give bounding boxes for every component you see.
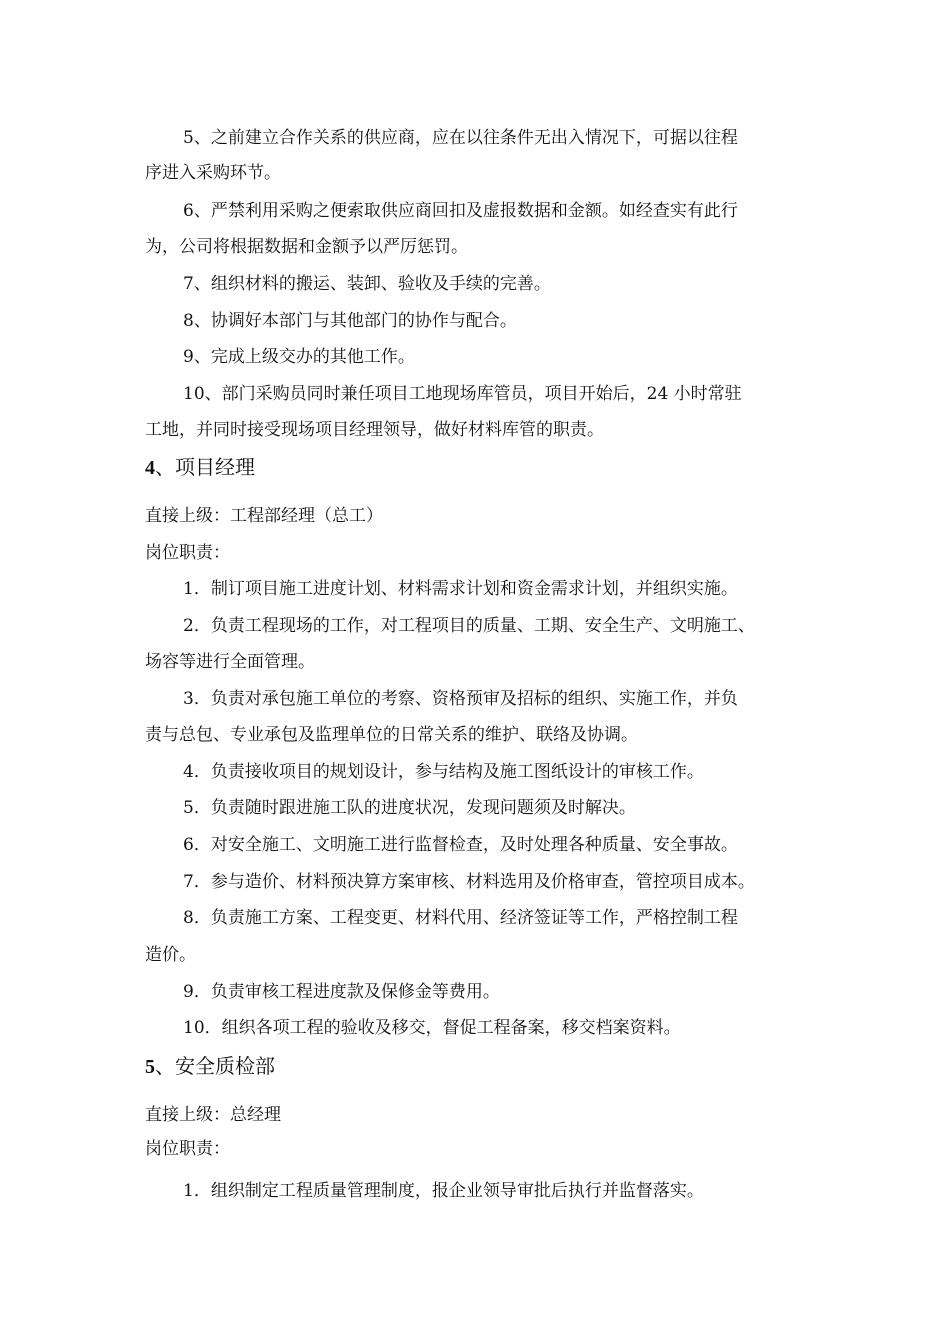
paragraph-item-5-line-1: 5、之前建立合作关系的供应商，应在以往条件无出入情况下，可据以往程 bbox=[183, 128, 738, 148]
section-5-number: 5 bbox=[145, 1056, 155, 1078]
section-4-duty-6: 6．对安全施工、文明施工进行监督检查，及时处理各种质量、安全事故。 bbox=[183, 835, 738, 855]
section-4-duty-9: 9．负责审核工程进度款及保修金等费用。 bbox=[183, 982, 500, 1002]
section-4-number: 4 bbox=[145, 457, 155, 479]
paragraph-item-7: 7、组织材料的搬运、装卸、验收及手续的完善。 bbox=[183, 274, 551, 294]
section-4-duty-8-line-2: 造价。 bbox=[145, 945, 196, 965]
paragraph-item-10-line-1: 10、部门采购员同时兼任项目工地现场库管员，项目开始后，24 小时常驻 bbox=[183, 384, 742, 404]
section-4-duty-4: 4．负责接收项目的规划设计，参与结构及施工图纸设计的审核工作。 bbox=[183, 762, 704, 782]
section-5-duties-label: 岗位职责： bbox=[145, 1139, 230, 1159]
section-4-duties-label: 岗位职责： bbox=[145, 543, 230, 563]
paragraph-item-8: 8、协调好本部门与其他部门的协作与配合。 bbox=[183, 311, 517, 331]
section-4-duty-1: 1．制订项目施工进度计划、材料需求计划和资金需求计划，并组织实施。 bbox=[183, 579, 738, 599]
section-4-duty-5: 5．负责随时跟进施工队的进度状况，发现问题须及时解决。 bbox=[183, 798, 636, 818]
paragraph-item-10-line-2: 工地，并同时接受现场项目经理领导，做好材料库管的职责。 bbox=[145, 420, 604, 440]
section-5-duty-1: 1．组织制定工程质量管理制度，报企业领导审批后执行并监督落实。 bbox=[183, 1181, 704, 1201]
section-5-title: 、安全质检部 bbox=[155, 1054, 275, 1078]
paragraph-item-9: 9、完成上级交办的其他工作。 bbox=[183, 347, 415, 367]
section-4-superior: 直接上级：工程部经理（总工） bbox=[145, 506, 383, 526]
section-4-duty-3-line-2: 责与总包、专业承包及监理单位的日常关系的维护、联络及协调。 bbox=[145, 725, 638, 745]
section-4-duty-10: 10．组织各项工程的验收及移交，督促工程备案，移交档案资料。 bbox=[183, 1018, 681, 1038]
section-5-heading bbox=[145, 1053, 275, 1080]
paragraph-item-6-line-1: 6、严禁利用采购之便索取供应商回扣及虚报数据和金额。如经查实有此行 bbox=[183, 201, 738, 221]
section-4-duty-8-line-1: 8．负责施工方案、工程变更、材料代用、经济签证等工作，严格控制工程 bbox=[183, 908, 738, 928]
section-4-title: 、项目经理 bbox=[155, 455, 255, 479]
section-4-duty-2-line-2: 场容等进行全面管理。 bbox=[145, 652, 315, 672]
section-4-duty-2-line-1: 2．负责工程现场的工作，对工程项目的质量、工期、安全生产、文明施工、 bbox=[183, 616, 755, 636]
paragraph-item-6-line-2: 为，公司将根据数据和金额予以严厉惩罚。 bbox=[145, 237, 468, 257]
section-5-superior: 直接上级：总经理 bbox=[145, 1105, 281, 1125]
section-4-duty-7: 7．参与造价、材料预决算方案审核、材料选用及价格审查，管控项目成本。 bbox=[183, 872, 755, 892]
section-4-heading bbox=[145, 454, 255, 481]
paragraph-item-5-line-2: 序进入采购环节。 bbox=[145, 163, 281, 183]
section-4-duty-3-line-1: 3．负责对承包施工单位的考察、资格预审及招标的组织、实施工作，并负 bbox=[183, 689, 738, 709]
